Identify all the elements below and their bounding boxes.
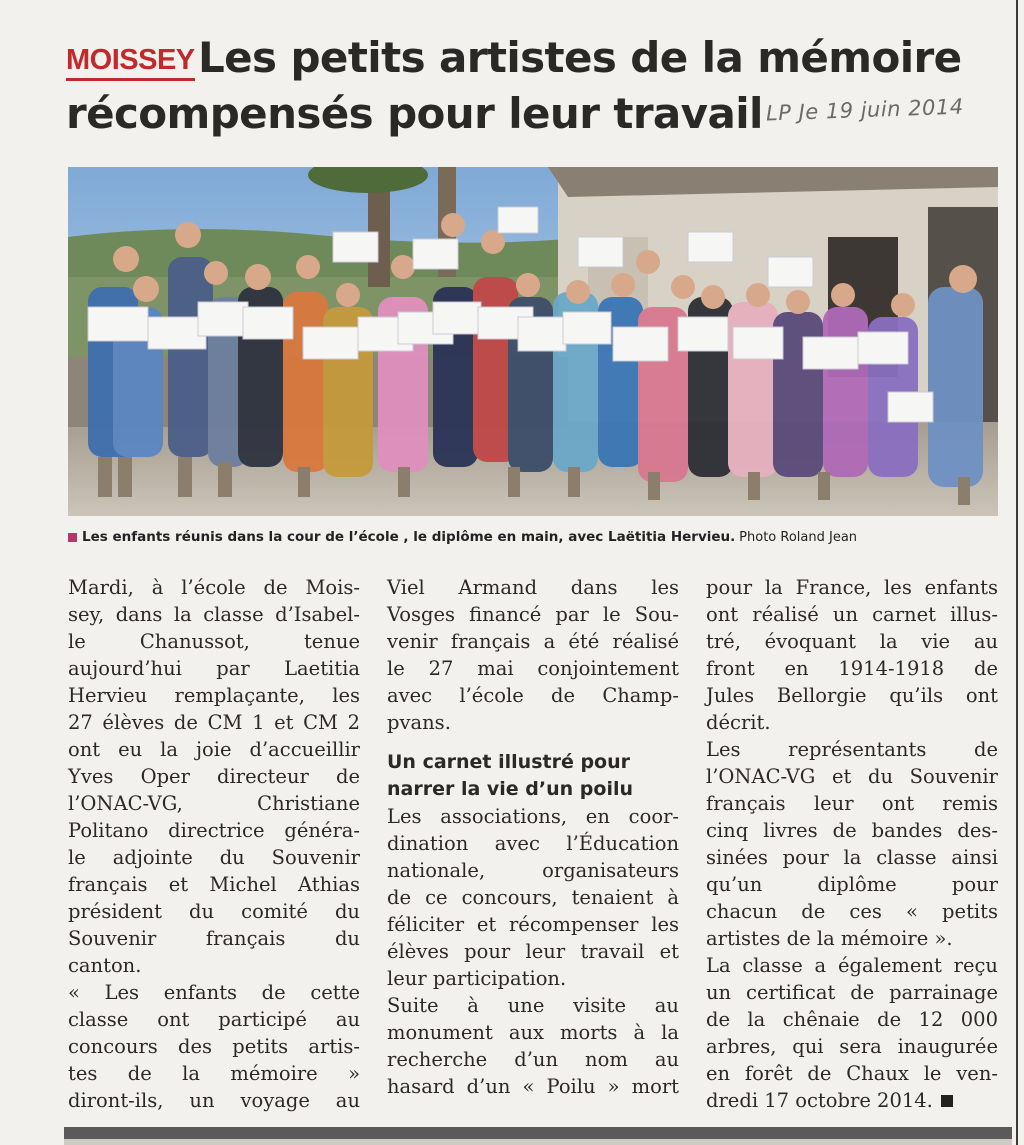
article-line: La classe a également reçu (706, 954, 998, 977)
article-line: Suite à une visite au (387, 994, 679, 1017)
headline-line-2: récompensés pour leur travail (66, 89, 763, 138)
article-column-3 (706, 574, 998, 1114)
article-line: ont réalisé un carnet illus- (706, 603, 998, 626)
article-line: le Chanussot, tenue (68, 630, 360, 653)
article-line: chacun de ces « petits (706, 900, 998, 923)
article-line: l’ONAC-VG et du Souvenir (706, 765, 998, 788)
article-line: président du comité du (68, 900, 360, 923)
headline (66, 30, 1006, 142)
group-photo-illustration (68, 167, 998, 516)
caption-bullet (68, 533, 77, 542)
article-line: 27 élèves de CM 1 et CM 2 (68, 711, 360, 734)
page-edge (1016, 0, 1018, 1145)
subheading-line: narrer la vie d’un poilu (387, 778, 633, 800)
article-line: français et Michel Athias (68, 873, 360, 896)
article-line: le adjointe du Souvenir (68, 846, 360, 869)
column-2-intro (387, 574, 679, 736)
article-line: classe ont participé au (68, 1008, 360, 1031)
bottom-rule (64, 1127, 1012, 1139)
article-line: un certificat de parrainage (706, 981, 998, 1004)
article-line: Vosges financé par le Sou- (387, 603, 679, 626)
group-photo (68, 167, 998, 516)
subheading-line: Un carnet illustré pour (387, 751, 631, 773)
article-line: nationale, organisateurs (387, 859, 679, 882)
caption-text: Les enfants réunis dans la cour de l’école , le diplôme en main, avec Laëtitia Hervieu. (82, 529, 736, 545)
article-line: leur participation. (387, 967, 567, 990)
article-line: en forêt de Chaux le ven- (706, 1062, 998, 1085)
article-line: qu’un diplôme pour (706, 873, 998, 896)
article-line: dination avec l’Éducation (387, 832, 679, 855)
bottom-rule-shadow (64, 1139, 1012, 1145)
article-line: sey, dans la classe d’Isabel- (68, 603, 360, 626)
headline-line-1: Les petits artistes de la mémoire (198, 33, 962, 82)
article-line: Hervieu remplaçante, les (68, 684, 360, 707)
article-line: pvans. (387, 711, 451, 734)
column-2-body (387, 803, 679, 1100)
end-of-article-mark (941, 1095, 953, 1107)
article-line: Viel Armand dans les (387, 576, 679, 599)
photo-credit: Photo Roland Jean (739, 530, 858, 545)
article-line: Politano directrice généra- (68, 819, 360, 842)
photo-caption (68, 526, 998, 548)
article-line: ont eu la joie d’accueillir (68, 738, 360, 761)
article-line: hasard d’un « Poilu » mort (387, 1075, 679, 1098)
article-line: sinées pour la classe ainsi (706, 846, 998, 869)
article-line: pour la France, les enfants (706, 576, 998, 599)
handwritten-date-note: LP Je 19 juin 2014 (765, 94, 964, 126)
article-line: Jules Bellorgie qu’ils ont (706, 684, 998, 707)
article-line: artistes de la mémoire ». (706, 927, 953, 950)
article-line: Les associations, en coor- (387, 805, 679, 828)
article-line: Souvenir français du (68, 927, 360, 950)
article-line: avec l’école de Champ- (387, 684, 679, 707)
article-line: Les représentants de (706, 738, 998, 761)
article-line: diront-ils, un voyage au (68, 1089, 360, 1112)
article-line: le 27 mai conjointement (387, 657, 679, 680)
article-line: recherche d’un nom au (387, 1048, 679, 1071)
article-line: cinq livres de bandes des- (706, 819, 998, 842)
article-line: dredi 17 octobre 2014. (706, 1087, 998, 1114)
location-kicker: MOISSEY (66, 44, 195, 81)
article-line: de ce concours, tenaient à (387, 886, 679, 909)
article-line: Mardi, à l’école de Mois- (68, 576, 360, 599)
article-line: de la chênaie de 12 000 (706, 1008, 998, 1031)
article-line: Yves Oper directeur de (68, 765, 360, 788)
article-line: concours des petits artis- (68, 1035, 360, 1058)
article-line: canton. (68, 954, 142, 977)
article-line: monument aux morts à la (387, 1021, 679, 1044)
article-line: décrit. (706, 711, 771, 734)
article-line: l’ONAC-VG, Christiane (68, 792, 360, 815)
article-line: français leur ont remis (706, 792, 998, 815)
section-subheading (387, 749, 679, 803)
article-column-1 (68, 574, 360, 1114)
article-line: arbres, qui sera inaugurée (706, 1035, 998, 1058)
article-line: front en 1914-1918 de (706, 657, 998, 680)
article-line: « Les enfants de cette (68, 981, 360, 1004)
article-line: tré, évoquant la vie au (706, 630, 998, 653)
article-line: élèves pour leur travail et (387, 940, 679, 963)
article-column-2 (387, 574, 679, 1100)
article-line: tes de la mémoire » (68, 1062, 360, 1085)
article-line: aujourd’hui par Laetitia (68, 657, 360, 680)
article-line: féliciter et récompenser les (387, 913, 679, 936)
article-line: venir français a été réalisé (387, 630, 679, 653)
